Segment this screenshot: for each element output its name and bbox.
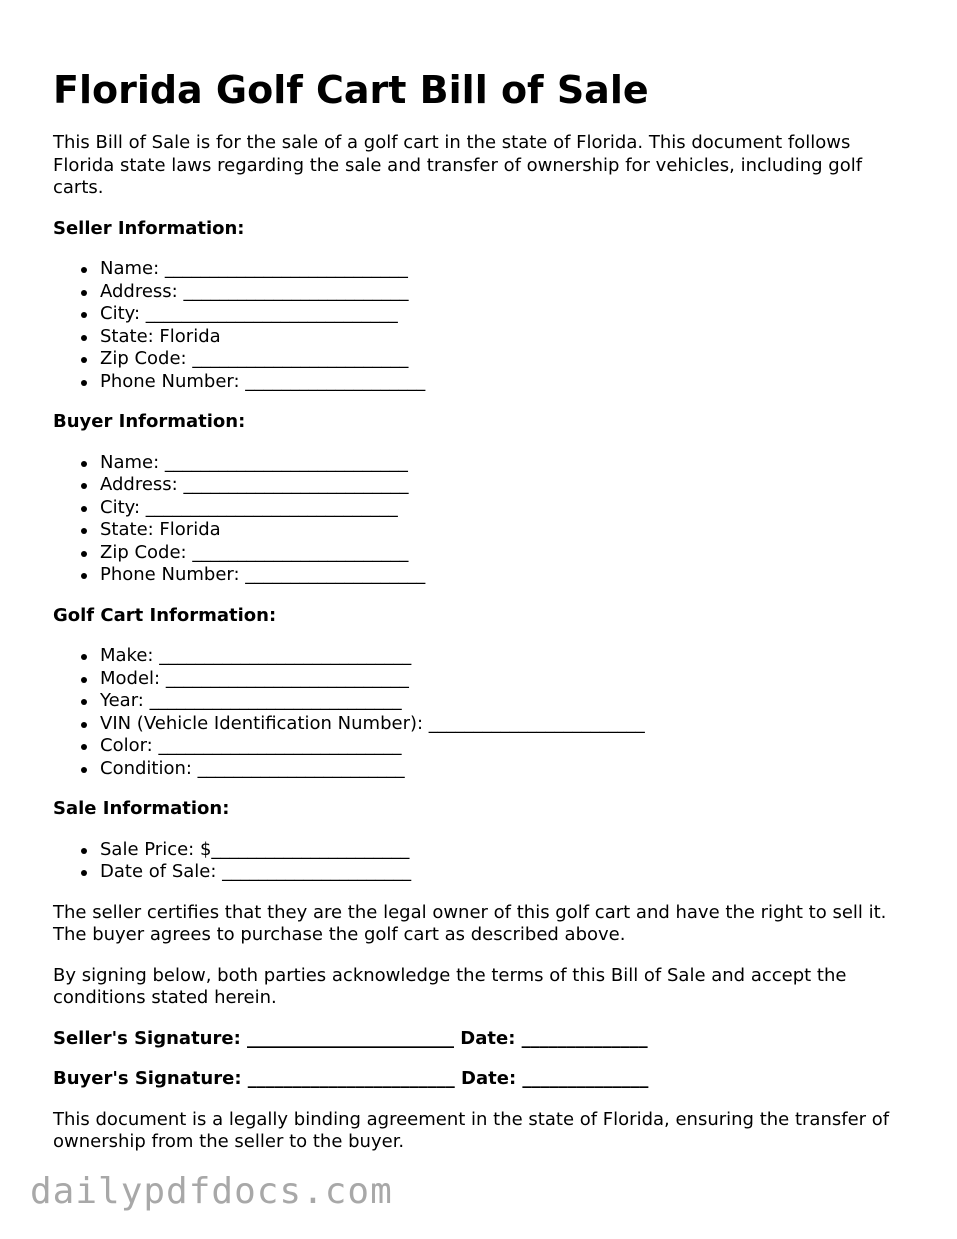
- document-page: [53, 62, 908, 1172]
- cart-model-field: Model: ___________________________: [100, 668, 908, 691]
- sale-price-field: Sale Price: $______________________: [100, 839, 908, 862]
- closing-paragraph: This document is a legally binding agreement in the state of Florida, ensuring the transfer of ownership from the seller to the buyer.: [53, 1108, 890, 1152]
- seller-list: [53, 258, 908, 393]
- cart-condition-field: Condition: _______________________: [100, 758, 908, 781]
- buyer-phone-field: Phone Number: ____________________: [100, 564, 908, 587]
- buyer-address-field: Address: _________________________: [100, 474, 908, 497]
- intro-paragraph: This Bill of Sale is for the sale of a golf cart in the state of Florida. This document follows Florida state laws regarding the sale and transfer of ownership for vehicles, including golf carts.: [53, 132, 863, 198]
- seller-signature-line: Seller's Signature: _______________________ Date: ______________: [53, 1027, 648, 1049]
- buyer-list: [53, 452, 908, 587]
- document-title: Florida Golf Cart Bill of Sale: [53, 68, 649, 112]
- certification-paragraph: The seller certifies that they are the legal owner of this golf cart and have the right to sell it. The buyer agrees to purchase the golf cart as described above.: [53, 901, 887, 945]
- buyer-city-field: City: ____________________________: [100, 497, 908, 520]
- cart-color-field: Color: ___________________________: [100, 735, 908, 758]
- seller-address-field: Address: _________________________: [100, 281, 908, 304]
- sale-date-field: Date of Sale: _____________________: [100, 861, 908, 884]
- seller-name-field: Name: ___________________________: [100, 258, 908, 281]
- buyer-heading: Buyer Information:: [53, 411, 246, 432]
- buyer-name-field: Name: ___________________________: [100, 452, 908, 475]
- cart-list: [53, 645, 908, 780]
- cart-vin-field: VIN (Vehicle Identification Number): ________________________: [100, 713, 908, 736]
- cart-year-field: Year: ____________________________: [100, 690, 908, 713]
- sale-heading: Sale Information:: [53, 798, 230, 819]
- buyer-zip-field: Zip Code: ________________________: [100, 542, 908, 565]
- cart-heading: Golf Cart Information:: [53, 604, 277, 626]
- buyer-signature-line: Buyer's Signature: _______________________ Date: ______________: [53, 1068, 649, 1089]
- seller-phone-field: Phone Number: ____________________: [100, 371, 908, 394]
- cart-make-field: Make: ____________________________: [100, 645, 908, 668]
- seller-state-field: State: Florida: [100, 326, 908, 349]
- acknowledgement-paragraph: By signing below, both parties acknowledge the terms of this Bill of Sale and accept the conditions stated herein.: [53, 964, 847, 1008]
- seller-city-field: City: ____________________________: [100, 303, 908, 326]
- sale-list: [53, 839, 908, 884]
- buyer-state-field: State: Florida: [100, 519, 908, 542]
- seller-zip-field: Zip Code: ________________________: [100, 348, 908, 371]
- seller-heading: Seller Information:: [53, 217, 245, 239]
- watermark: dailypdfdocs.com: [30, 1171, 393, 1212]
